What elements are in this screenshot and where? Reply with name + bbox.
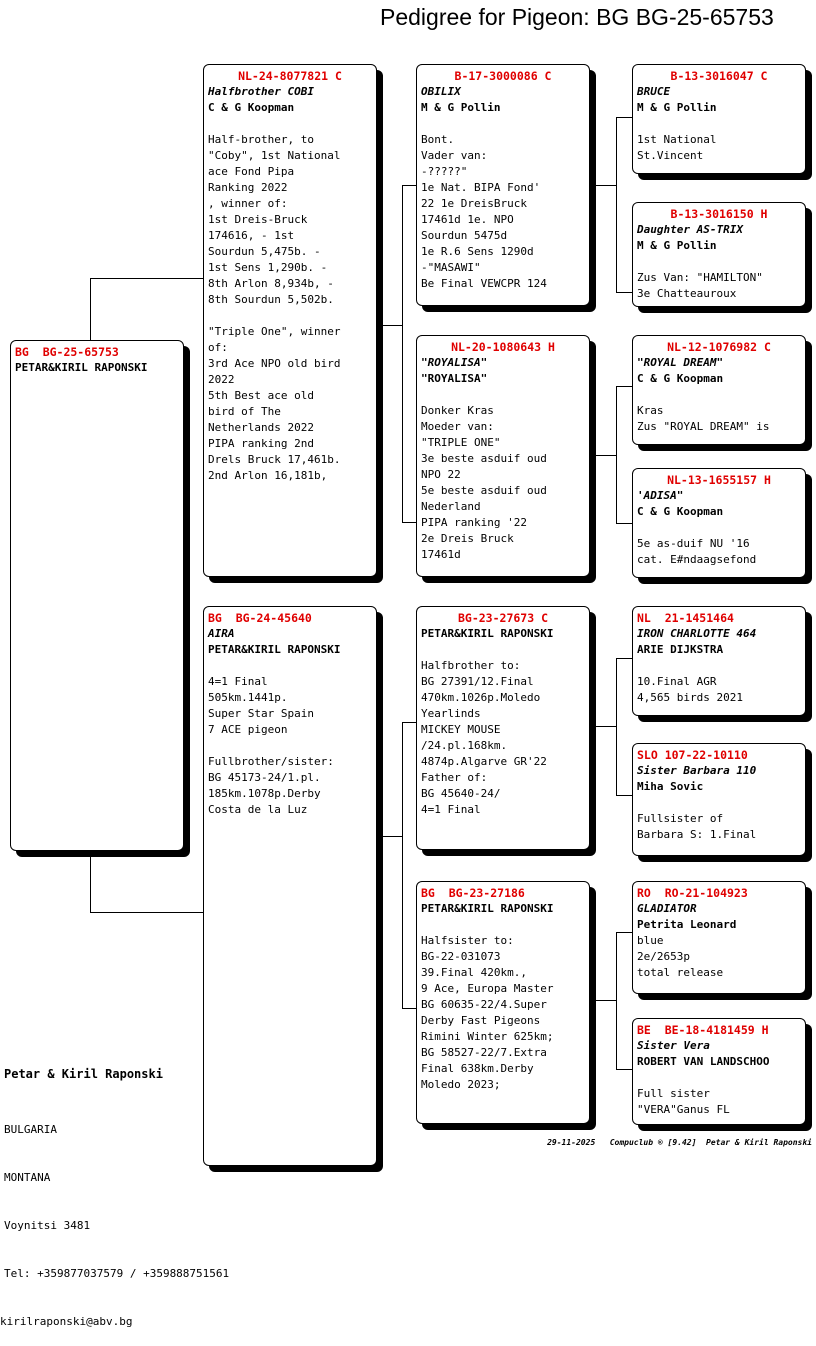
connector-line: [616, 292, 633, 293]
pigeon-description: 4=1 Final 505km.1441p. Super Star Spain 7 ACE pigeon Fullbrother/sister: BG 45173-24/1.pl. 185km.1078p.Derby Costa de la Luz: [208, 675, 334, 816]
ring-number: NL-20-1080643 H: [451, 340, 555, 354]
pigeon-owner: C & G Koopman: [637, 372, 724, 385]
pigeon-name: Sister Barbara 110: [637, 764, 757, 777]
pigeon-owner: "ROYALISA": [421, 372, 488, 385]
pigeon-name: GLADIATOR: [637, 902, 697, 915]
pigeon-description: 5e as-duif NU '16 cat. E#ndaagsefond: [637, 537, 757, 566]
connector-line: [590, 455, 617, 456]
connector-line: [402, 722, 417, 723]
connector-line: [616, 932, 633, 933]
pigeon-card-subject[interactable]: [10, 340, 184, 851]
pigeon-description: Bont. Vader van: -?????" 1e Nat. BIPA Fond' 22 1e DreisBruck 17461d 1e. NPO Sourdun 5475d 1e R.6 Sens 1290d -"MASAWI" Be Final VEWCPR 124: [421, 133, 547, 290]
pigeon-card-father-mother[interactable]: [416, 335, 590, 577]
pigeon-description: Zus Van: "HAMILTON" 3e Chatteauroux: [637, 271, 763, 300]
pigeon-description: Donker Kras Moeder van: "TRIPLE ONE" 3e beste asduif oud NPO 22 5e beste asduif oud Nederland PIPA ranking '22 2e Dreis Bruck 17461d: [421, 404, 547, 561]
connector-line: [402, 522, 417, 523]
pigeon-owner: ARIE DIJKSTRA: [637, 643, 724, 656]
ring-number: BE BE-18-4181459 H: [637, 1023, 769, 1037]
ring-number: B-13-3016047 C: [670, 69, 768, 83]
pigeon-name: Sister Vera: [637, 1039, 710, 1052]
pigeon-owner: M & G Pollin: [421, 101, 501, 114]
connector-line: [90, 278, 91, 340]
ring-number: B-17-3000086 C: [454, 69, 552, 83]
pigeon-owner: Petrita Leonard: [637, 918, 737, 931]
pigeon-owner: Miha Sovic: [637, 780, 704, 793]
pigeon-name: Halfbrother COBI: [208, 85, 314, 98]
pigeon-owner: ROBERT VAN LANDSCHOO: [637, 1055, 770, 1068]
connector-line: [616, 386, 633, 387]
connector-line: [402, 185, 403, 522]
breeder-region: MONTANA: [4, 1171, 51, 1184]
connector-line: [90, 278, 204, 279]
pigeon-owner: PETAR&KIRIL RAPONSKI: [15, 361, 148, 374]
pigeon-description: 10.Final AGR 4,565 birds 2021: [637, 675, 743, 704]
pigeon-owner: PETAR&KIRIL RAPONSKI: [421, 627, 554, 640]
pigeon-description: Halfbrother to: BG 27391/12.Final 470km.1026p.Moledo Yearlinds MICKEY MOUSE /24.pl.168km. 4874p.Algarve GR'22 Father of: BG 45640-24/ 4=1 Final: [421, 659, 547, 816]
pigeon-owner: C & G Koopman: [637, 505, 724, 518]
connector-line: [90, 912, 204, 913]
pigeon-owner: M & G Pollin: [637, 239, 717, 252]
breeder-name: Petar & Kiril Raponski: [4, 1067, 163, 1081]
connector-line: [616, 523, 633, 524]
pigeon-card-fff[interactable]: [632, 64, 806, 174]
pigeon-card-fmm[interactable]: [632, 468, 806, 578]
pigeon-name: AIRA: [208, 627, 235, 640]
connector-line: [616, 1069, 633, 1070]
pigeon-card-father-father[interactable]: [416, 64, 590, 306]
ring-number: RO RO-21-104923: [637, 886, 748, 900]
connector-line: [616, 117, 633, 118]
connector-line: [616, 658, 633, 659]
pigeon-card-fmf[interactable]: [632, 335, 806, 445]
pigeon-description: 1st National St.Vincent: [637, 133, 717, 162]
connector-line: [90, 851, 91, 912]
pigeon-description: Half-brother, to "Coby", 1st National ace Fond Pipa Ranking 2022 , winner of: 1st Dreis-Bruck 174616, - 1st Sourdun 5,475b. - 1st Sens 1,290b. - 8th Arlon 8,934b, - 8th Sourdun 5,502b. "Triple One", winner of: 3rd Ace NPO old bird 2022 5th Best ace old bird of The Netherlands 2022 PIPA ranking 2nd Drels Bruck 17,461b. 2nd Arlon 16,181b,: [208, 133, 341, 482]
ring-number: B-13-3016150 H: [670, 207, 768, 221]
pigeon-card-father[interactable]: [203, 64, 377, 577]
pigeon-description: Full sister "VERA"Ganus FL: [637, 1087, 730, 1116]
connector-line: [376, 836, 403, 837]
pigeon-card-mff[interactable]: [632, 606, 806, 716]
ring-number: NL-24-8077821 C: [238, 69, 342, 83]
pigeon-owner: PETAR&KIRIL RAPONSKI: [208, 643, 341, 656]
pigeon-name: Daughter AS-TRIX: [637, 223, 743, 236]
ring-number: NL 21-1451464: [637, 611, 734, 625]
connector-line: [402, 1008, 417, 1009]
ring-number: BG BG-23-27186: [421, 886, 525, 900]
connector-line: [590, 1000, 617, 1001]
pigeon-card-mfm[interactable]: [632, 743, 806, 856]
pigeon-card-mother-father[interactable]: [416, 606, 590, 850]
pigeon-name: OBILIX: [421, 85, 461, 98]
ring-number: NL-13-1655157 H: [667, 473, 771, 487]
connector-line: [616, 795, 633, 796]
page-title: Pedigree for Pigeon: BG BG-25-65753: [380, 4, 774, 30]
pigeon-description: blue 2e/2653p total release: [637, 934, 724, 979]
connector-line: [590, 726, 617, 727]
pigeon-card-mmm[interactable]: [632, 1018, 806, 1125]
breeder-email[interactable]: kirilraponski@abv.bg: [0, 1315, 133, 1328]
pigeon-owner: M & G Pollin: [637, 101, 717, 114]
ring-number: BG-23-27673 C: [457, 611, 548, 625]
ring-number: BG BG-24-45640: [208, 611, 312, 625]
connector-line: [402, 722, 403, 1008]
pigeon-name: IRON CHARLOTTE 464: [637, 627, 757, 640]
pigeon-card-ffm[interactable]: [632, 202, 806, 307]
breeder-country: BULGARIA: [4, 1123, 57, 1136]
pigeon-name: "ROYALISA": [421, 356, 488, 369]
breeder-street: Voynitsi 3481: [4, 1219, 91, 1232]
pigeon-owner: C & G Koopman: [208, 101, 295, 114]
connector-line: [376, 325, 403, 326]
ring-number: BG BG-25-65753: [15, 345, 119, 359]
breeder-info: [0, 1034, 230, 1346]
connector-line: [616, 117, 617, 292]
pigeon-name: "ROYAL DREAM": [637, 356, 724, 369]
pigeon-description: Kras Zus "ROYAL DREAM" is: [637, 404, 770, 433]
pigeon-card-mmf[interactable]: [632, 881, 806, 994]
pigeon-description: Fullsister of Barbara S: 1.Final: [637, 812, 757, 841]
ring-number: NL-12-1076982 C: [667, 340, 771, 354]
breeder-phone: Tel: +359877037579 / +359888751561: [4, 1267, 230, 1280]
footer-credit: 29-11-2025 Compuclub ® [9.42] Petar & Kiril Raponski: [547, 1138, 812, 1147]
connector-line: [402, 185, 417, 186]
connector-line: [590, 185, 617, 186]
pigeon-owner: PETAR&KIRIL RAPONSKI: [421, 902, 554, 915]
pigeon-name: BRUCE: [637, 85, 671, 98]
pigeon-description: Halfsister to: BG-22-031073 39.Final 420km., 9 Ace, Europa Master BG 60635-22/4.Super Derby Fast Pigeons Rimini Winter 625km; BG 58527-22/7.Extra Final 638km.Derby Moledo 2023;: [421, 934, 554, 1091]
pigeon-name: 'ADISA": [637, 489, 684, 502]
ring-number: SLO 107-22-10110: [637, 748, 748, 762]
pigeon-card-mother-mother[interactable]: [416, 881, 590, 1124]
